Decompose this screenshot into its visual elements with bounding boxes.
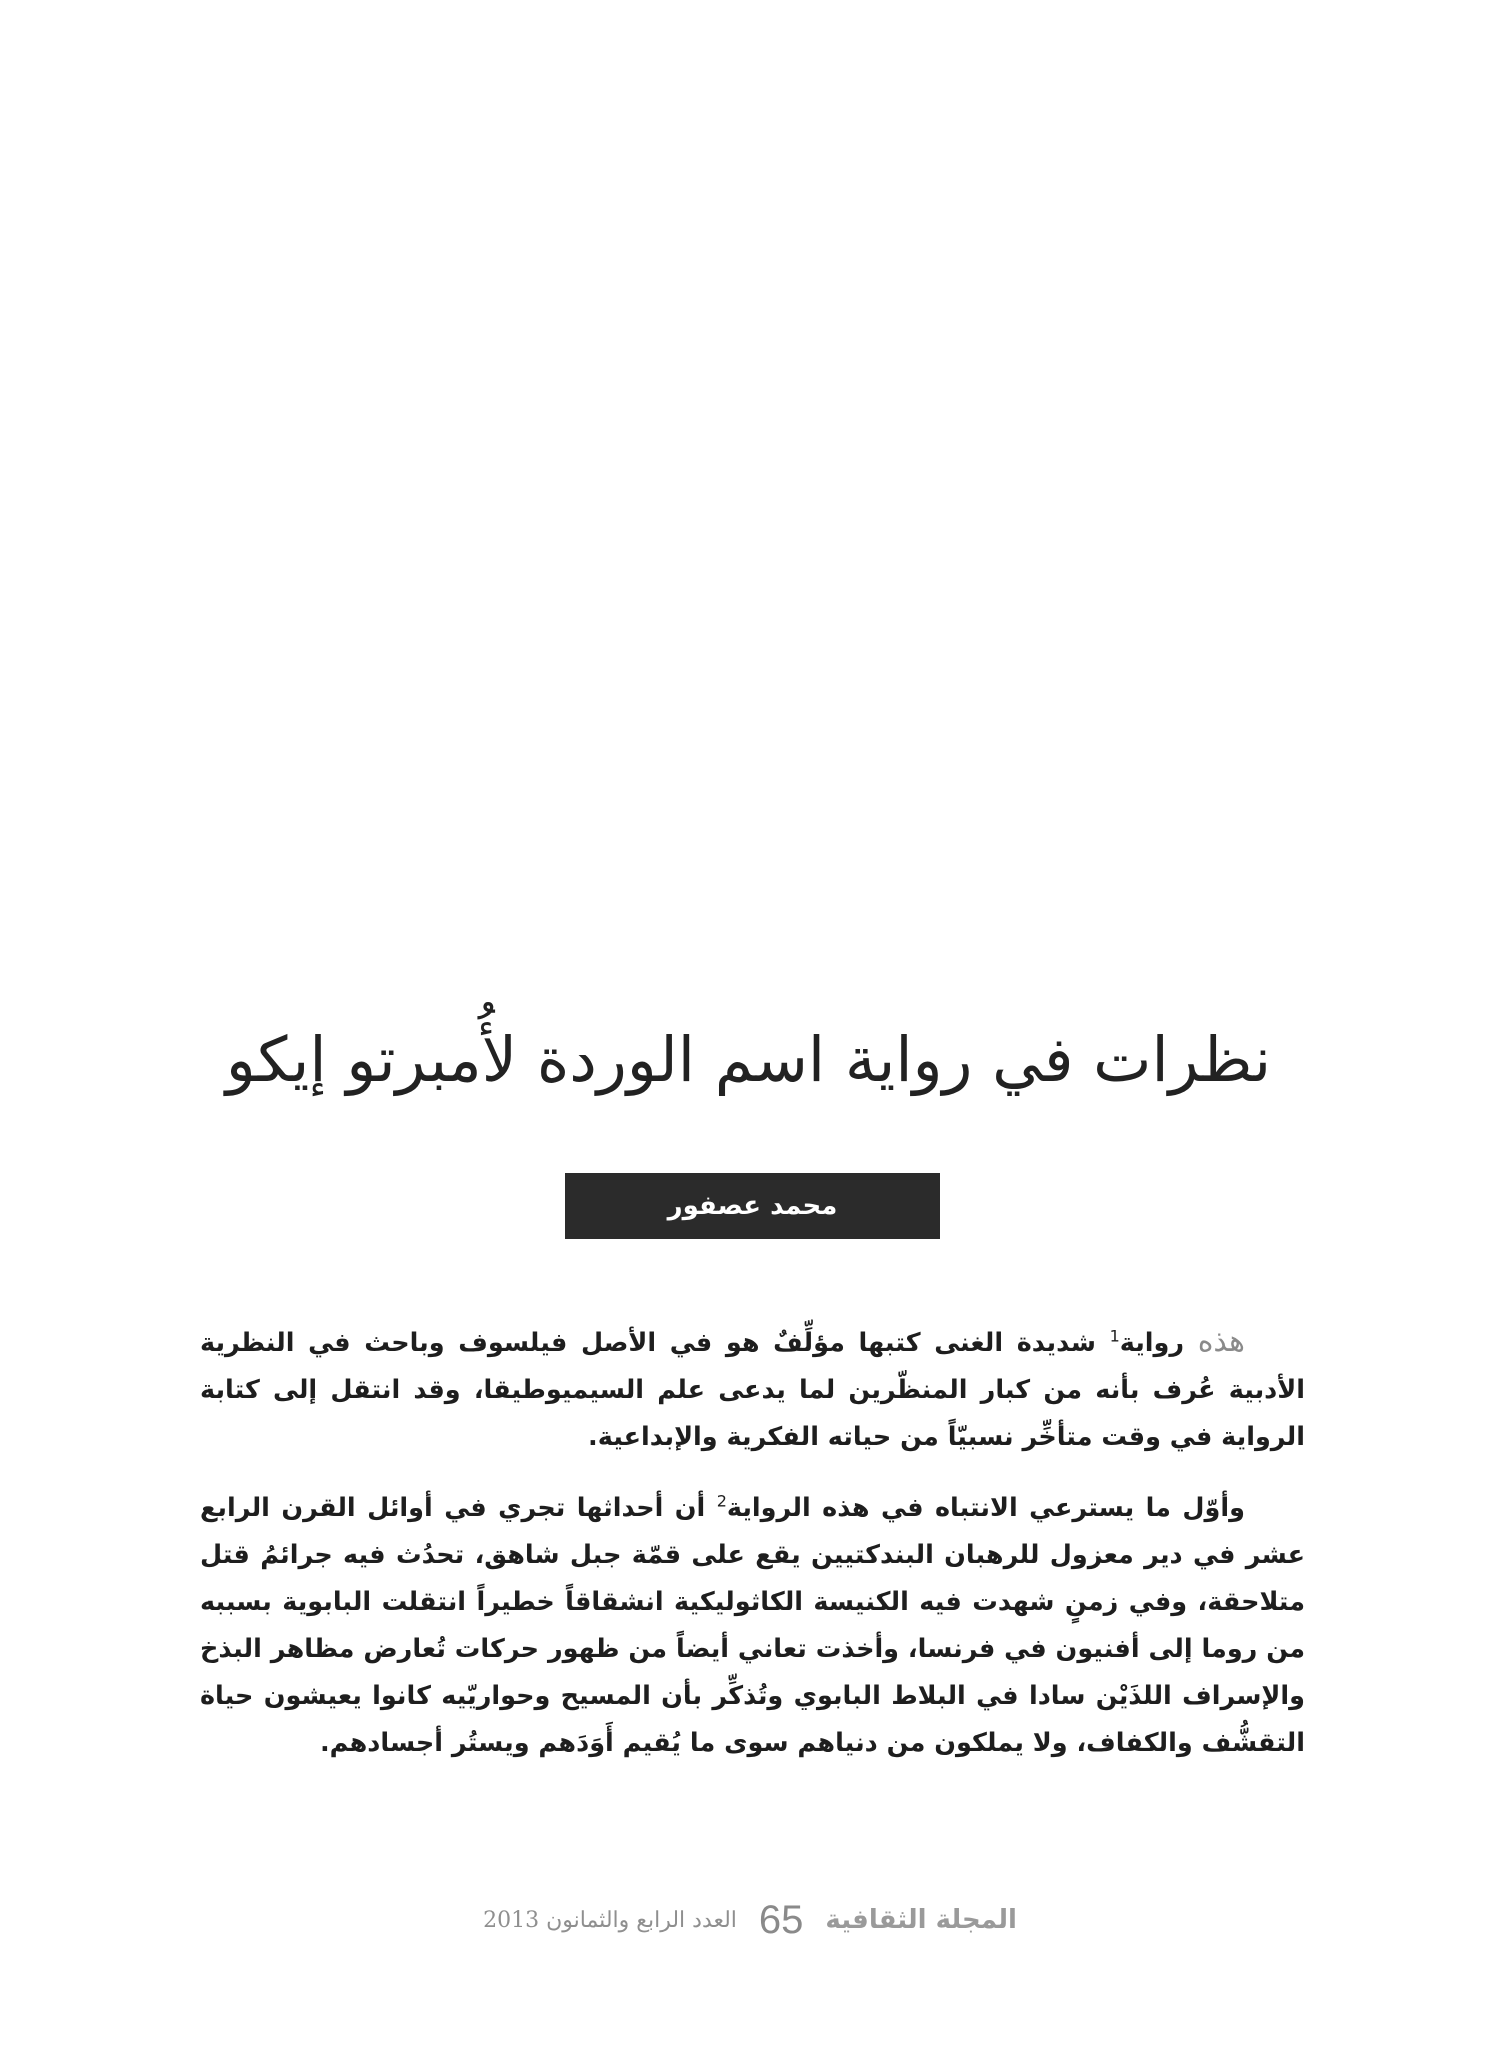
- paragraph-2-text-b: أن أحداثها تجري في أوائل القرن الرابع عشر في دير معزول للرهبان البندكتيين يقع على قمّة جبل شاهق، تحدُث فيه جرائمُ قتل متلاحقة، وفي زمنٍ شهدت فيه الكنيسة الكاثوليكية انشقاقاً خطيراً انتقلت البابوية بسببه من روما إلى أفنيون في فرنسا، وأخذت تعاني أيضاً من ظهور حركات تُعارض مظاهر البذخ والإسراف اللذَيْن سادا في البلاط البابوي وتُذكِّر بأن المسيح وحواريّيه كانوا يعيشون حياة التقشُّف والكفاف، ولا يملكون من دنياهم سوى ما يُقيم أَوَدَهم ويستُر أجسادهم.: [200, 1493, 1305, 1758]
- paragraph-1-text-a: رواية: [1119, 1328, 1198, 1358]
- issue-info: العدد الرابع والثمانون 2013: [483, 1907, 737, 1933]
- paragraph-1-text-b: شديدة الغنى كتبها مؤلِّفٌ هو في الأصل فيلسوف وباحث في النظرية الأدبية عُرف بأنه من كبار المنظّرين لما يدعى علم السيميوطيقا، وقد انتقل إلى كتابة الرواية في وقت متأخِّر نسبيّاً من حياته الفكرية والإبداعية.: [200, 1328, 1305, 1452]
- author-name: محمد عصفور: [667, 1191, 838, 1221]
- author-banner: [565, 1173, 940, 1239]
- page-footer: [440, 1895, 1060, 1945]
- article-body: [200, 1318, 1305, 1791]
- lead-word: هذه: [1197, 1324, 1245, 1359]
- paragraph-2-text-a: وأوّل ما يسترعي الانتباه في هذه الرواية: [726, 1493, 1245, 1523]
- footnote-ref-2[interactable]: 2: [716, 1491, 727, 1511]
- article-title: نظرات في رواية اسم الوردة لأُمبرتو إيكو: [225, 1023, 1272, 1096]
- magazine-name: المجلة الثقافية: [825, 1905, 1017, 1935]
- paragraph-1: [200, 1318, 1305, 1461]
- footnote-ref-1[interactable]: 1: [1109, 1326, 1120, 1346]
- paragraph-2: [200, 1485, 1305, 1767]
- page-number: 65: [758, 1897, 804, 1942]
